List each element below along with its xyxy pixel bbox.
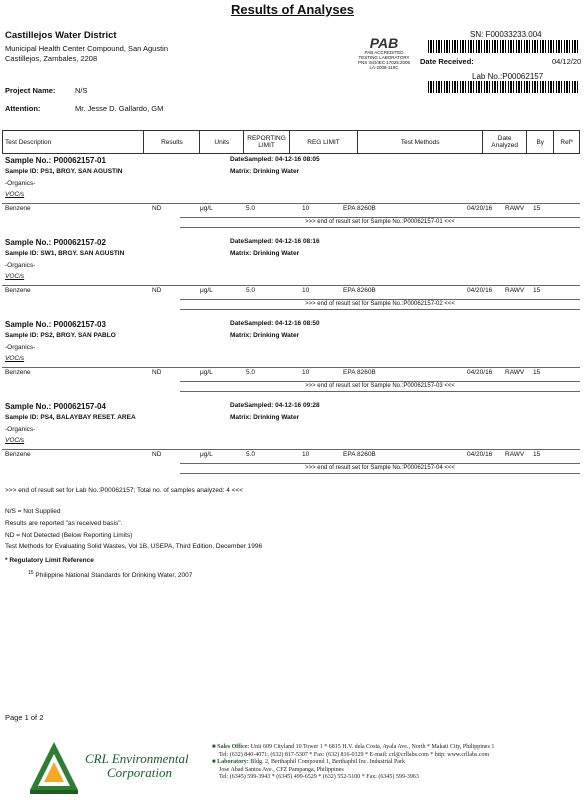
sample-subgroup: VOC/s	[5, 191, 25, 198]
col-results: Results	[144, 131, 200, 154]
project-name-label: Project Name:	[5, 86, 56, 95]
end-divider	[180, 391, 580, 392]
end-divider	[180, 299, 580, 300]
method-value: EPA 8260B	[343, 205, 376, 212]
client-address-line2: Castillejos, Zambales, 2208	[5, 54, 98, 63]
row-divider	[2, 367, 580, 368]
company-name-line1: CRL Environmental	[85, 751, 189, 766]
note-received-basis: Results are reported "as received basis".	[5, 520, 123, 527]
unit-value: μg/L	[200, 205, 213, 212]
end-divider	[180, 227, 580, 228]
date-received-value: 04/12/20	[552, 57, 582, 66]
col-ref: Ref*	[554, 131, 580, 154]
col-date-analyzed: Date Analyzed	[483, 131, 527, 154]
date-sampled: DateSampled: 04-12-16 08:50	[230, 320, 320, 327]
sample-number: Sample No.: P00062157-04	[5, 402, 106, 411]
date-analyzed-value: 04/20/16	[467, 369, 493, 376]
test-name: Benzene	[5, 287, 31, 294]
laboratory-address-line2: Jose Abad Santos Ave., CFZ Pampanga, Philippines	[219, 766, 344, 773]
regulatory-reference-number: 15	[28, 570, 34, 576]
analyst-value: RAWV	[505, 205, 525, 212]
company-name	[85, 752, 189, 780]
sample-number: Sample No.: P00062157-02	[5, 238, 106, 247]
serial-barcode	[428, 40, 578, 53]
method-value: EPA 8260B	[343, 369, 376, 376]
sample-group: -Organics-	[5, 262, 36, 269]
sample-number: Sample No.: P00062157-01	[5, 156, 106, 165]
end-of-sample-text: >>> end of result set for Sample No.:P00062157-04 <<<	[305, 465, 455, 471]
sample-id: Sample ID: PS1, BRGY. SAN AGUSTIN	[5, 168, 123, 175]
page-number: Page 1 of 2	[5, 713, 44, 722]
test-name: Benzene	[5, 205, 31, 212]
reporting-limit-value: 5.0	[246, 205, 256, 212]
sample-subgroup: VOC/s	[5, 355, 25, 362]
reporting-limit-value: 5.0	[246, 451, 256, 458]
col-units: Units	[200, 131, 244, 154]
row-divider	[2, 203, 580, 204]
ref-value: 15	[533, 287, 541, 294]
attention-label: Attention:	[5, 104, 41, 113]
sample-number: Sample No.: P00062157-03	[5, 320, 106, 329]
sample-subgroup: VOC/s	[5, 273, 25, 280]
laboratory-line1: ■ Laboratory: Bldg. 2, Berthaphil Compound 1, Berthaphil Inc. Industrial Park	[212, 759, 405, 766]
analyst-value: RAWV	[505, 287, 525, 294]
method-value: EPA 8260B	[343, 287, 376, 294]
analyst-value: RAWV	[505, 451, 525, 458]
sample-group: -Organics-	[5, 180, 36, 187]
col-test-methods: Test Methods	[358, 131, 483, 154]
end-of-sample-text: >>> end of result set for Sample No.:P00062157-03 <<<	[305, 383, 455, 389]
matrix: Matrix: Drinking Water	[230, 250, 300, 257]
reg-limit-value: 10	[302, 451, 310, 458]
pab-logo: PAB	[369, 35, 399, 51]
ref-value: 15	[533, 205, 541, 212]
project-name-value: N/S	[75, 86, 88, 95]
crl-logo-icon	[28, 740, 80, 795]
test-name: Benzene	[5, 451, 31, 458]
date-analyzed-value: 04/20/16	[467, 451, 493, 458]
lab-number: Lab No.:P00062157	[472, 72, 544, 81]
date-analyzed-value: 04/20/16	[467, 287, 493, 294]
company-address-block	[212, 744, 584, 782]
date-analyzed-value: 04/20/16	[467, 205, 493, 212]
lab-summary: >>> end of result set for Lab No.:P00062157; Total no. of samples analyzed: 4 <<<	[5, 487, 244, 494]
row-divider	[2, 285, 580, 286]
serial-number: SN: F00033233.004	[470, 30, 542, 39]
pab-line4: LA-2008-119C	[369, 65, 399, 70]
analyst-value: RAWV	[505, 369, 525, 376]
company-name-line2: Corporation	[107, 765, 173, 780]
date-sampled: DateSampled: 04-12-16 08:05	[230, 156, 320, 163]
result-value: ND	[152, 369, 162, 376]
laboratory-address: Bldg. 2, Berthaphil Compound 1, Berthaphil Inc. Industrial Park	[250, 759, 405, 766]
attention-value: Mr. Jesse D. Gallardo, GM	[75, 104, 164, 113]
sales-office-address: Unit 609 Cityland 10 Tower 1 * 6815 H.V. dela Costa, Ayala Ave., North * Makati City, Philippines 1	[250, 744, 495, 750]
note-not-detected: ND = Not Detected (Below Reporting Limits)	[5, 532, 133, 539]
lab-barcode	[428, 81, 578, 93]
document-title: Results of Analyses	[230, 2, 355, 17]
col-reporting-limit: REPORTING LIMIT	[244, 131, 290, 154]
laboratory-contact: Tel: (6345) 599-3943 * (6345) 499-6529 * (632) 552-5100 * Fax: (6345) 599-3963	[219, 774, 419, 781]
pab-line1: PAB ACCREDITED	[364, 50, 404, 55]
date-sampled: DateSampled: 04-12-16 09:28	[230, 402, 320, 409]
sample-id: Sample ID: PS2, BRGY. SAN PABLO	[5, 332, 116, 339]
col-by: By	[527, 131, 554, 154]
end-divider	[180, 217, 580, 218]
pab-accreditation-seal	[345, 36, 423, 70]
row-divider	[2, 449, 580, 450]
sales-office-line1: ■ Sales Office: Unit 609 Cityland 10 Tower 1 * 6815 H.V. dela Costa, Ayala Ave., North * Makati City, Philippines 1	[212, 744, 495, 750]
result-value: ND	[152, 451, 162, 458]
matrix: Matrix: Drinking Water	[230, 168, 300, 175]
reporting-limit-value: 5.0	[246, 287, 256, 294]
reporting-limit-value: 5.0	[246, 369, 256, 376]
sales-office-label: Sales Office:	[217, 744, 250, 750]
regulatory-reference-title: * Regulatory Limit Reference	[5, 557, 94, 564]
laboratory-label: Laboratory:	[217, 759, 249, 766]
end-of-sample-text: >>> end of result set for Sample No.:P00062157-01 <<<	[305, 219, 455, 225]
sample-id: Sample ID: PS4, BALAYBAY RESET. AREA	[5, 414, 136, 421]
col-reg-limit: REG LIMIT	[289, 131, 357, 154]
matrix: Matrix: Drinking Water	[230, 332, 300, 339]
sample-group: -Organics-	[5, 426, 36, 433]
end-divider	[180, 463, 580, 464]
client-name: Castillejos Water District	[5, 30, 117, 41]
regulatory-reference-text: Philippine National Standards for Drinking Water, 2007	[35, 572, 193, 580]
sample-subgroup: VOC/s	[5, 437, 25, 444]
date-sampled: DateSampled: 04-12-16 08:16	[230, 238, 320, 245]
unit-value: μg/L	[200, 451, 213, 458]
reg-limit-value: 10	[302, 287, 310, 294]
test-name: Benzene	[5, 369, 31, 376]
end-of-sample-text: >>> end of result set for Sample No.:P00062157-02 <<<	[305, 301, 455, 307]
date-received-label: Date Received:	[420, 57, 474, 66]
end-divider	[180, 381, 580, 382]
regulatory-reference	[28, 570, 192, 579]
unit-value: μg/L	[200, 287, 213, 294]
note-not-supplied: N/S = Not Supplied	[5, 508, 61, 515]
reg-limit-value: 10	[302, 369, 310, 376]
results-table-header	[2, 130, 580, 154]
ref-value: 15	[533, 369, 541, 376]
unit-value: μg/L	[200, 369, 213, 376]
col-test-description: Test Description	[3, 131, 144, 154]
result-value: ND	[152, 205, 162, 212]
sales-office-contact: Tel: (632) 840-4071; (632) 817-5307 * Fax: (632) 816-0329 * E-mail: crl@crllabs.com * http: www.crllabs.com	[219, 751, 490, 758]
reg-limit-value: 10	[302, 205, 310, 212]
end-divider	[180, 309, 580, 310]
client-address-line1: Municipal Health Center Compound, San Agustin	[5, 44, 169, 53]
pab-line3: PNS ISO/IEC 17025:2005	[357, 60, 411, 65]
method-value: EPA 8260B	[343, 451, 376, 458]
result-value: ND	[152, 287, 162, 294]
sample-id: Sample ID: SW1, BRGY. SAN AGUSTIN	[5, 250, 125, 257]
sample-group: -Organics-	[5, 344, 36, 351]
matrix: Matrix: Drinking Water	[230, 414, 300, 421]
end-divider	[180, 473, 580, 474]
ref-value: 15	[533, 451, 541, 458]
note-test-methods: Test Methods for Evaluating Solid Wastes, Vol 1B, USEPA, Third Edition, December 1996	[5, 543, 263, 550]
pab-line2: TESTING LABORATORY	[358, 55, 410, 60]
